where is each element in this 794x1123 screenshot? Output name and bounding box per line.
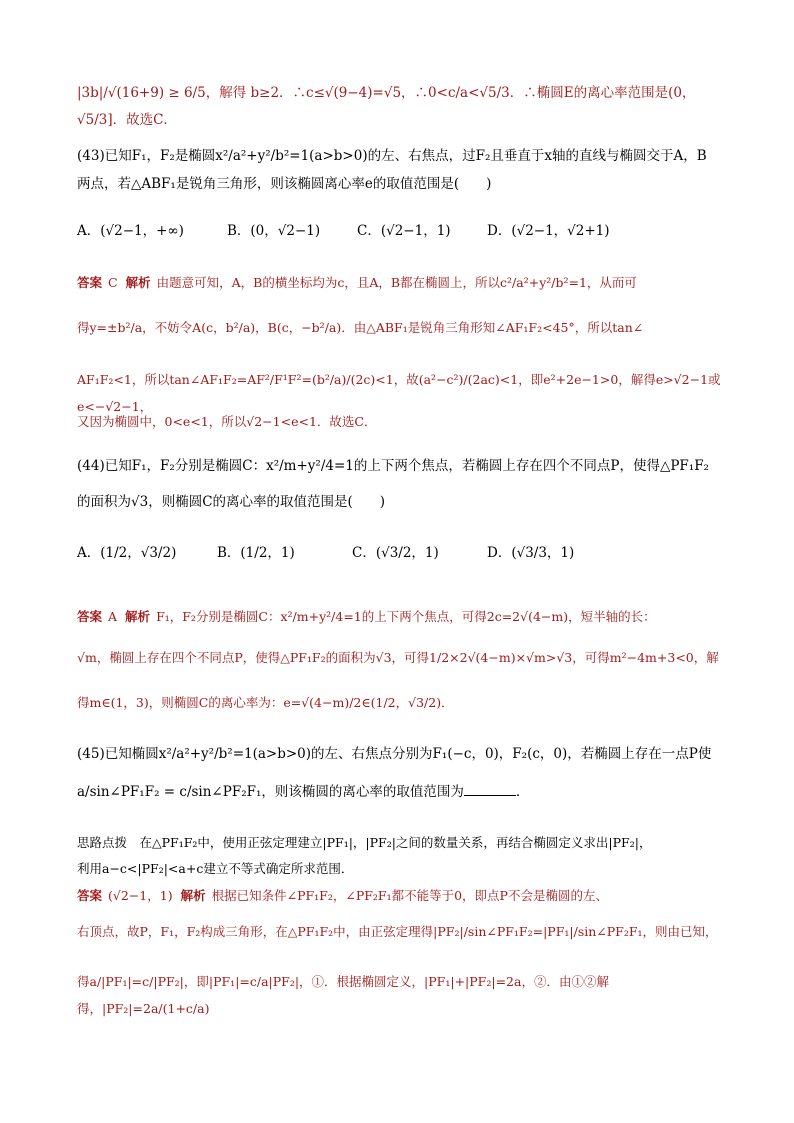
q45-stem-condition: a/sin∠PF₁F₂ = c/sin∠PF₂F₁，则该椭圆的离心率的取值范围为 [77,784,464,800]
q43-option-d: D．(√2−1，√2+1) [487,223,610,239]
analysis-label: 解析 [125,275,151,290]
q43-analysis-line4: 又因为椭圆中，0<e<1，所以√2−1<e<1．故选C． [77,414,377,429]
q43-option-b: B．(0，√2−1) [227,223,321,239]
q45-answer-line1 [77,882,722,909]
q43-analysis-line2: 得y=±b²/a，不妨令A(c，b²/a)，B(c，−b²/a)．由△ABF₁是锐角三角形知∠AF₁F₂<45°，所以tan∠ [77,320,644,335]
q44-analysis-line2: √m，椭圆上存在四个不同点P，使得△PF₁F₂的面积为√3，可得1/2×2√(4−m)×√m>√3，可得m²−4m+3<0，解 [77,650,719,665]
q44-answer: A [108,609,118,624]
analysis-label: 解析 [125,609,151,624]
q44-analysis-line3: 得m∈(1，3)，则椭圆C的离心率为：e=√(4−m)/2∈(1/2，√3/2)． [77,695,454,710]
q45-answer: (√2−1，1) [108,888,173,903]
q45-stem-line2 [77,779,722,806]
q45-stem-line1: (45)已知椭圆x²/a²+y²/b²=1(a>b>0)的左、右焦点分别为F₁(−c，0)，F₂(c，0)，若椭圆上存在一点P使 [77,746,712,762]
q45-analysis-line: 根据已知条件∠PF₁F₂，∠PF₂F₁都不能等于0，即点P不会是椭圆的左、 [211,888,608,903]
previous-solution-tail: |3b|/√(16+9) ≥ 6/5，解得 b≥2．∴c≤√(9−4)=√5，∴0<c/a<√5/3．∴椭圆E的离心率范围是(0，√5/3]．故选C． [77,85,696,128]
q44-option-c: C．(√3/2，1) [352,545,439,561]
q44-option-b: B．(1/2，1) [217,545,295,561]
q45-analysis-line2: 右顶点，故P，F₁，F₂构成三角形，在△PF₁F₂中，由正弦定理得|PF₂|/sin∠PF₁F₂=|PF₁|/sin∠PF₂F₁，则由已知， [77,924,718,939]
q43-answer-line1 [77,269,722,296]
answer-label: 答案 [77,609,103,624]
q44-stem-line1: (44)已知F₁，F₂分别是椭圆C：x²/m+y²/4=1的上下两个焦点，若椭圆上存在四个不同点P，使得△PF₁F₂ [77,458,709,474]
q44-answer-line1 [77,603,722,630]
answer-label: 答案 [77,275,103,290]
q45-hint-line1: 思路点拨 在△PF₁F₂中，使用正弦定理建立|PF₁|，|PF₂|之间的数量关系，再结合椭圆定义求出|PF₂|， [77,835,652,850]
q43-stem-line2: 两点，若△ABF₁是锐角三角形，则该椭圆离心率e的取值范围是( ) [77,176,492,192]
analysis-label: 解析 [180,888,206,903]
q43-options [77,218,722,245]
q45-stem-end: ． [515,784,530,800]
q44-stem-line2: 的面积为√3，则椭圆C的离心率的取值范围是( ) [77,494,386,510]
q44-option-d: D．(√3/3，1) [487,545,575,561]
q43-answer: C [108,275,118,290]
q43-stem-line1: (43)已知F₁，F₂是椭圆x²/a²+y²/b²=1(a>b>0)的左、右焦点，过F₂且垂直于x轴的直线与椭圆交于A，B [77,148,707,164]
q43-option-a: A．(√2−1，+∞) [77,223,184,239]
q45-analysis-line3: 得a/|PF₁|=c/|PF₂|，即|PF₁|=c/a|PF₂|，①．根据椭圆定义，|PF₁|+|PF₂|=2a，②．由①②解得，|PF₂|=2a/(1+c/a) [77,974,609,1016]
answer-blank [464,781,516,796]
q44-analysis-line: F₁，F₂分别是椭圆C：x²/m+y²/4=1的上下两个焦点，可得2c=2√(4−m)，短半轴的长： [156,609,656,624]
q45-hint-line2: 利用a−c<|PF₂|<a+c建立不等式确定所求范围． [77,861,354,876]
q44-options [77,540,722,567]
q43-analysis-line: 由题意可知，A，B的横坐标均为c，且A，B都在椭圆上，所以c²/a²+y²/b²=1，从而可 [156,275,637,290]
q43-analysis-line3: AF₁F₂<1，所以tan∠AF₁F₂=AF²/F¹F²=(b²/a)/(2c)<1，故(a²−c²)/(2ac)<1，即e²+2e−1>0，解得e>√2−1或e<−√2−1， [77,372,721,414]
answer-label: 答案 [77,888,103,903]
q43-option-c: C．(√2−1，1) [357,223,451,239]
q44-option-a: A．(1/2，√3/2) [77,545,177,561]
